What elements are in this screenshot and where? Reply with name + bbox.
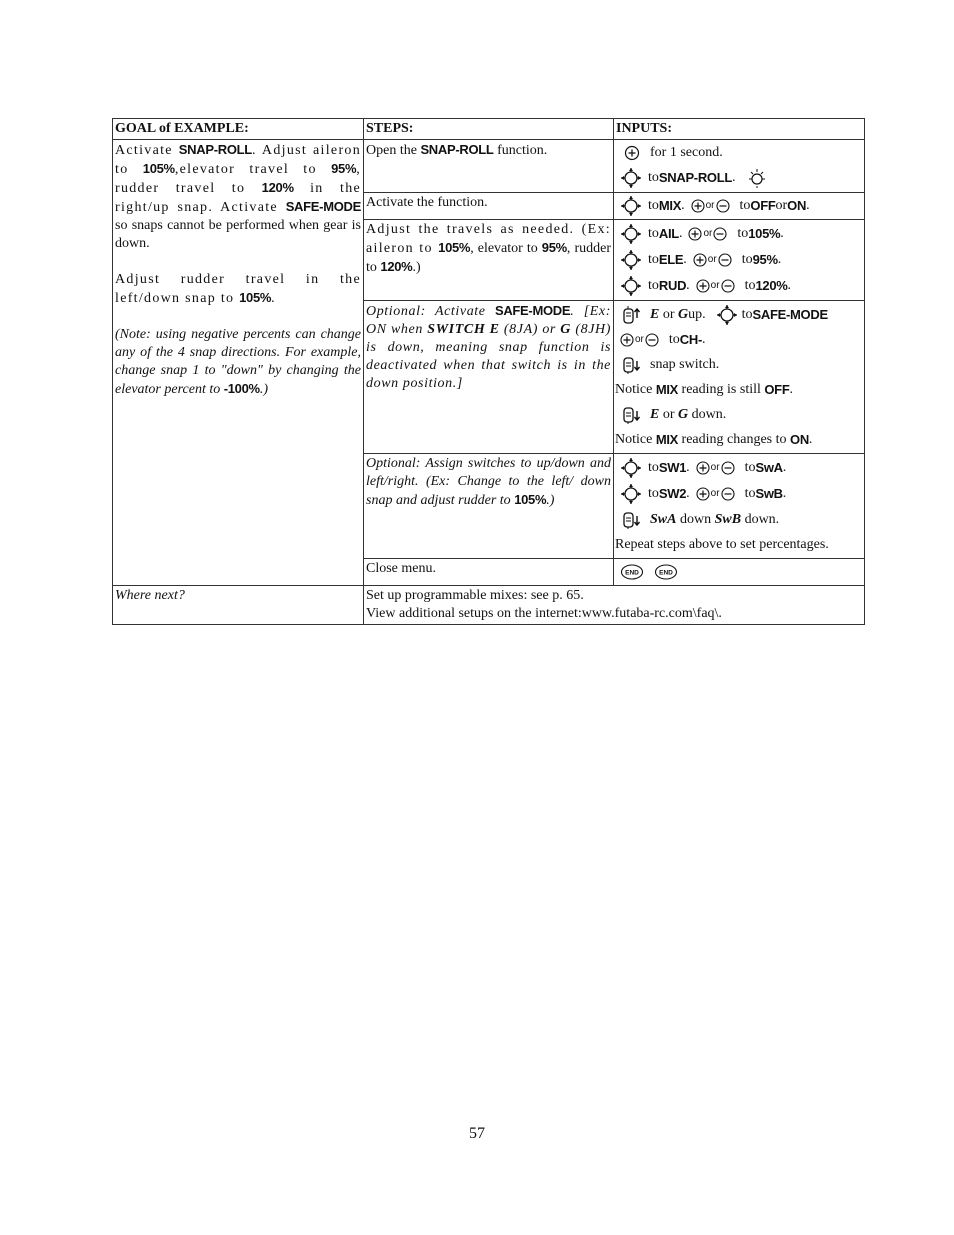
- table-header-row: [113, 119, 865, 140]
- minus-key-icon: [713, 227, 727, 241]
- input-line: to MIX . or to OFF or ON .: [616, 194, 862, 218]
- header-steps: STEPS:: [364, 119, 614, 140]
- input-line: Repeat steps above to set percentages.: [615, 537, 829, 552]
- plus-key-icon: [693, 253, 707, 267]
- goal-note: (Note: using negative percents can change any of the 4 snap directions. For example, change snap 1 to "down" by changing the elevator percent to -100%.): [115, 327, 361, 397]
- page-number: 57: [469, 1125, 485, 1142]
- inputs-activate: [614, 193, 865, 220]
- switch-up-icon: [622, 305, 642, 325]
- goal-paragraph-2: Adjust rudder travel in the left/down snap to 105%.: [115, 272, 361, 306]
- input-line: to ELE . or to 95% .: [616, 247, 862, 273]
- switch-down-icon: [622, 510, 642, 530]
- svg-text:END: END: [625, 569, 639, 577]
- where-next-line-2: View additional setups on the internet:www.futaba-rc.com\faq\.: [366, 606, 722, 621]
- step-open-snap-roll: Open the SNAP-ROLL function.: [364, 140, 614, 193]
- minus-key-icon: [645, 333, 659, 347]
- input-line: [616, 560, 862, 584]
- input-line: to AIL . or to 105% .: [616, 221, 862, 247]
- plus-key-icon: [696, 279, 710, 293]
- jog-dial-icon: [620, 195, 642, 217]
- step-adjust-travels: Adjust the travels as needed. (Ex: aileron to 105%, elevator to 95%, rudder to 120%.): [364, 220, 614, 301]
- goal-paragraph-1: Activate SNAP-ROLL. Adjust aileron to 105%,elevator travel to 95%, rudder travel to 120% in the right/up snap. Activate SAFE-MODE so snaps cannot be performed when gear is down.: [115, 142, 362, 251]
- input-line: to RUD . or to 120% .: [616, 273, 862, 299]
- plus-key-icon: [691, 199, 705, 213]
- jog-dial-icon: [620, 167, 642, 189]
- step-activate: Activate the function.: [364, 193, 614, 220]
- header-inputs: INPUTS:: [614, 119, 865, 140]
- svg-text:END: END: [659, 569, 673, 577]
- minus-key-icon: [716, 199, 730, 213]
- input-line: E or G up. to SAFE-MODE: [616, 302, 862, 328]
- goal-where-next: Where next?: [113, 586, 364, 625]
- input-line: to SW2 . or to SwB .: [616, 481, 862, 507]
- jog-dial-icon: [620, 223, 642, 245]
- jog-dial-icon: [620, 249, 642, 271]
- jog-dial-icon: [716, 304, 738, 326]
- inputs-adjust-travels: [614, 220, 865, 301]
- jog-dial-press-icon: [746, 167, 768, 189]
- step-close-menu: Close menu.: [364, 559, 614, 586]
- where-next-cell: [364, 586, 865, 625]
- goal-cell: [113, 140, 364, 586]
- input-line: E or G down.: [616, 402, 862, 428]
- plus-key-icon: [696, 487, 710, 501]
- minus-key-icon: [721, 461, 735, 475]
- input-line: Notice MIX reading changes to ON .: [615, 432, 813, 447]
- end-button-icon: [654, 564, 678, 580]
- minus-key-icon: [721, 487, 735, 501]
- inputs-open-snap-roll: [614, 140, 865, 193]
- input-line: or to CH- .: [616, 328, 862, 352]
- step-safe-mode: Optional: Activate SAFE-MODE. [Ex: ON when SWITCH E (8JA) or G (8JH) is down, meaning snap function is deactivated when that switch is in the down position.]: [364, 301, 614, 454]
- jog-dial-icon: [620, 457, 642, 479]
- jog-dial-icon: [620, 483, 642, 505]
- plus-key-icon: [688, 227, 702, 241]
- setup-table: [112, 118, 865, 625]
- switch-down-icon: [622, 355, 642, 375]
- input-line: SwA down SwB down.: [616, 507, 862, 533]
- table-row: [113, 586, 865, 625]
- inputs-safe-mode: [614, 301, 865, 454]
- header-goal: GOAL of EXAMPLE:: [113, 119, 364, 140]
- table-row: [113, 140, 865, 193]
- minus-key-icon: [721, 279, 735, 293]
- inputs-assign-switches: [614, 454, 865, 559]
- plus-key-icon: [624, 145, 640, 161]
- plus-key-icon: [620, 333, 634, 347]
- input-line: snap switch.: [616, 352, 862, 378]
- input-line: Notice MIX reading is still OFF .: [615, 382, 793, 397]
- plus-key-icon: [696, 461, 710, 475]
- jog-dial-icon: [620, 275, 642, 297]
- step-assign-switches: Optional: Assign switches to up/down and left/right. (Ex: Change to the left/ down snap and adjust rudder to 105%.): [364, 454, 614, 559]
- inputs-close-menu: [614, 559, 865, 586]
- where-next-line-1: Set up programmable mixes: see p. 65.: [366, 588, 584, 603]
- minus-key-icon: [718, 253, 732, 267]
- end-button-icon: [620, 564, 644, 580]
- input-line: for 1 second.: [616, 141, 862, 165]
- switch-down-icon: [622, 405, 642, 425]
- input-line: to SNAP-ROLL .: [616, 165, 862, 191]
- input-line: to SW1 . or to SwA .: [616, 455, 862, 481]
